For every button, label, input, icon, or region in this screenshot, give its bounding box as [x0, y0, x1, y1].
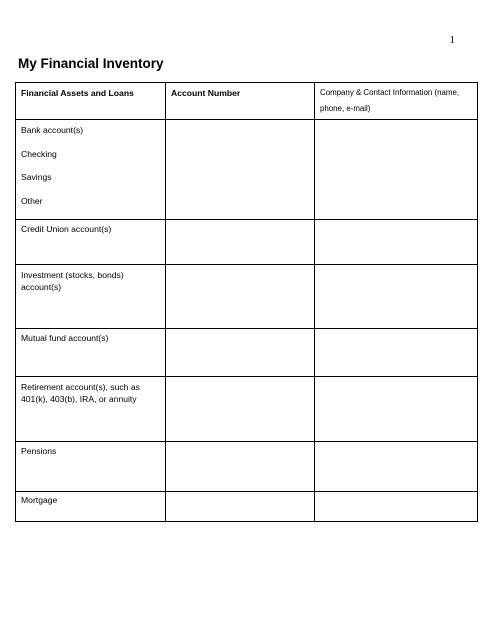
other-label: Other	[21, 195, 43, 206]
header-contact-line-2: phone, e-mail)	[320, 103, 371, 113]
mortgage-label: Mortgage	[21, 495, 58, 506]
bank-contact-cell[interactable]	[315, 120, 478, 220]
investment-contact-cell[interactable]	[315, 265, 478, 329]
page-number: 1	[449, 34, 455, 46]
table-header-row	[16, 83, 478, 120]
mortgage-account-number-cell[interactable]	[166, 492, 315, 522]
header-account-number: Account Number	[166, 83, 315, 120]
table-row	[16, 265, 478, 329]
bank-accounts-label: Bank account(s)	[21, 125, 84, 135]
investment-label-line-2: account(s)	[21, 281, 62, 292]
row-label-mutual-fund	[16, 329, 166, 377]
bank-account-number-cell[interactable]	[166, 120, 315, 220]
retirement-account-number-cell[interactable]	[166, 377, 315, 442]
credit-union-label: Credit Union account(s)	[21, 224, 112, 235]
pensions-account-number-cell[interactable]	[166, 442, 315, 492]
table-row	[16, 329, 478, 377]
page-title: My Financial Inventory	[18, 56, 164, 71]
row-label-retirement	[16, 377, 166, 442]
table-row	[16, 492, 478, 522]
retirement-label-line-2: 401(k), 403(b), IRA, or annuity	[21, 393, 137, 404]
table-row	[16, 377, 478, 442]
table-row	[16, 220, 478, 265]
mutual-fund-label: Mutual fund account(s)	[21, 333, 109, 344]
mortgage-contact-cell[interactable]	[315, 492, 478, 522]
row-label-pensions	[16, 442, 166, 492]
savings-label: Savings	[21, 172, 52, 183]
header-financial-assets: Financial Assets and Loans	[16, 83, 166, 120]
financial-inventory-table	[15, 82, 478, 522]
mutual-fund-account-number-cell[interactable]	[166, 329, 315, 377]
row-label-credit-union	[16, 220, 166, 265]
pensions-contact-cell[interactable]	[315, 442, 478, 492]
credit-union-contact-cell[interactable]	[315, 220, 478, 265]
table-row	[16, 442, 478, 492]
mutual-fund-contact-cell[interactable]	[315, 329, 478, 377]
table-row	[16, 120, 478, 220]
row-label-mortgage	[16, 492, 166, 522]
row-label-bank-accounts	[16, 120, 166, 220]
header-contact-line-1: Company & Contact Information (name,	[320, 88, 460, 97]
retirement-label-line-1: Retirement account(s), such as	[21, 382, 140, 393]
checking-label: Checking	[21, 148, 57, 159]
pensions-label: Pensions	[21, 446, 57, 457]
investment-account-number-cell[interactable]	[166, 265, 315, 329]
investment-label-line-1: Investment (stocks, bonds)	[21, 270, 124, 281]
row-label-investment	[16, 265, 166, 329]
header-company-contact	[315, 83, 478, 120]
retirement-contact-cell[interactable]	[315, 377, 478, 442]
credit-union-account-number-cell[interactable]	[166, 220, 315, 265]
